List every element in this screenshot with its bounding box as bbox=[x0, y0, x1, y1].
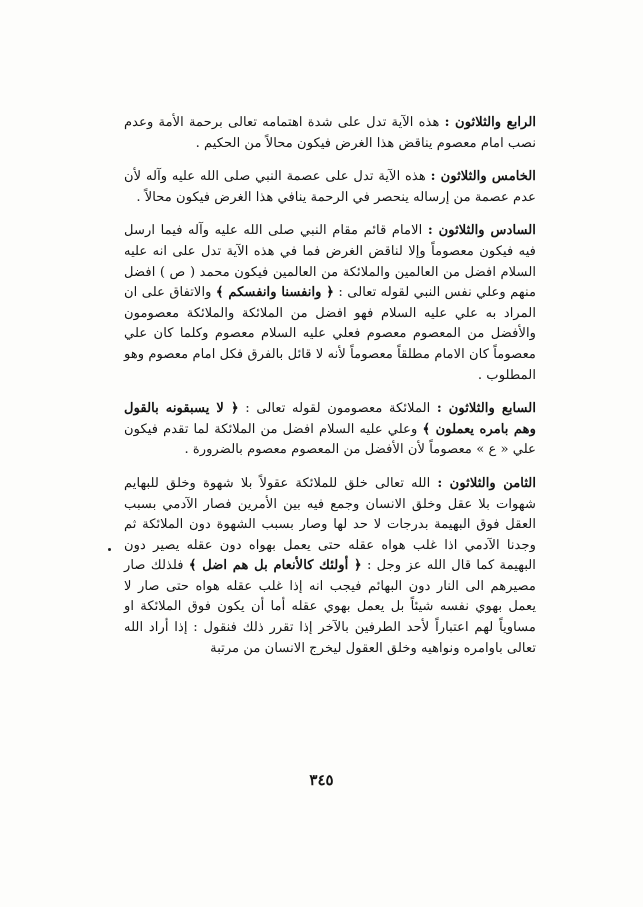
paragraph-37 bbox=[124, 399, 536, 461]
paragraph-heading: السابع والثلاثون : bbox=[436, 401, 536, 417]
paragraph-36 bbox=[124, 221, 536, 386]
margin-mark bbox=[108, 548, 111, 551]
paragraph-heading: السادس والثلاثون : bbox=[427, 223, 536, 239]
paragraph-38 bbox=[124, 474, 536, 659]
page-number: ٣٤٥ bbox=[309, 771, 334, 789]
paragraph-heading: الرابع والثلاثون : bbox=[444, 115, 536, 130]
paragraph-text: الملائكة معصومون لقوله تعالى : bbox=[245, 401, 431, 417]
paragraph-heading: الخامس والثلاثون : bbox=[430, 169, 536, 185]
paragraph-35 bbox=[124, 167, 536, 208]
paragraph-heading: الثامن والثلاثون : bbox=[437, 475, 536, 491]
quran-quote: ﴿ لا يسبقونه بالقول وهم بامره يعملون ﴾ bbox=[124, 401, 536, 437]
paragraph-text: هذه الآية تدل على شدة اهتمامه تعالى برحمة الأمة وعدم نصب امام معصوم يناقض هذا الغرض فيكون محالاً من الحكيم . bbox=[124, 115, 536, 151]
quran-quote: ﴿ أولئك كالأنعام بل هم اضل ﴾ bbox=[188, 558, 362, 574]
paragraph-text: الامام قائم مقام النبي صلى الله عليه وآله فيما ارسل فيه فيكون معصوماً وإلا لناقض الغرض فما في هذه الآية تدل على انه عليه السلام افضل من العالمين والملائكة من العالمين فيكون محمد ( ص ) افضل منهم وعلي نفس النبي لقوله تعالى : bbox=[124, 223, 537, 301]
paragraph-34 bbox=[124, 113, 536, 154]
body-text bbox=[124, 113, 536, 672]
paragraph-text: الله تعالى خلق للملائكة عقولاً بلا شهوة وخلق للبهايم شهوات بلا عقل وخلق الانسان وجمع فيه بين الأمرين فصار الآدمي بسبب العقل فوق البهيمة بدرجات لا حد لها وصار بسبب الشهوة دون الملائكة ثم وجدنا الآدمي اذا غلب هواه عقله حتى يعمل بهواه دون عقله يصير دون البهيمة كما قال الله عز وجل : bbox=[124, 475, 536, 574]
paragraph-text: هذه الآية تدل على عصمة النبي صلى الله عليه وآله لأن عدم عصمة من إرساله ينحصر في الرحمة ينافي هذا الغرض فيكون محالاً . bbox=[124, 169, 536, 205]
paragraph-text: وعلي عليه السلام افضل من الملائكة لما تقدم فيكون علي « ع » معصوماً لأن الأفضل من المعصوم معصوم بالضرورة . bbox=[124, 421, 536, 458]
paragraph-text: فلذلك صار مصيرهم الى النار دون البهائم فيجب انه إذا غلب عقله هواه حتى صار لا يعمل بهوي نفسه شيئاً بل يعمل بهوي عقله أما أن يكون فوق الملائكة او مساوياً لهم اعتباراً لأحد الطرفين بالآخر إذا تقرر ذلك فنقول : إذا أراد الله تعالى باوامره ونواهيه وخلق العقول ليخرج الانسان من مرتبة bbox=[124, 558, 536, 656]
quran-quote: ﴿ وانفسنا وانفسكم ﴾ bbox=[215, 285, 334, 301]
paragraph-text: والاتفاق على ان المراد به علي عليه السلام فهو افضل من الملائكة والملائكة معصومون والأفضل من المعصوم معصوم فعلي عليه السلام معصوم وكلما كان علي معصوماً كان الامام مطلقاً معصوماً لأنه لا قائل بالفرق فكل امام معصوم وهو المطلوب . bbox=[124, 285, 536, 383]
